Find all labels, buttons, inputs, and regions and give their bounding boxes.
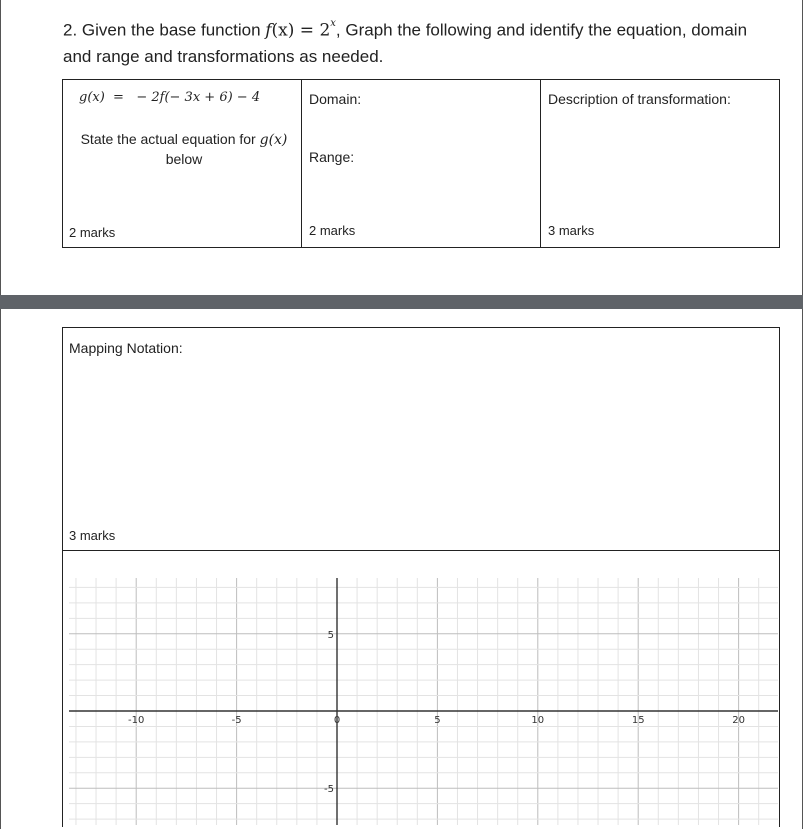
table-divider: [540, 80, 541, 247]
x-tick-label: 5: [434, 715, 441, 726]
page-separator: [0, 295, 803, 309]
state-equation-label: State the actual equation for g(x) below: [80, 131, 288, 167]
x-tick-label: 10: [531, 715, 545, 726]
question-text-rest: , Graph the following and identify the equation, domain: [335, 20, 748, 40]
marks-domain-range: 2 marks: [309, 223, 356, 238]
equation-cell: g(x) = − 2f(− 3x + 6) − 4: [79, 90, 261, 105]
answer-table: [62, 79, 780, 248]
y-tick-label: 5: [327, 629, 334, 641]
function-exponent: x: [330, 18, 336, 29]
x-tick-label: -5: [231, 715, 242, 726]
x-tick-label: 20: [732, 715, 745, 726]
x-tick-label: -10: [128, 715, 145, 726]
question-heading: [63, 14, 783, 70]
marks-equation: 2 marks: [69, 225, 116, 240]
table-divider: [301, 80, 302, 247]
coordinate-grid[interactable]: [69, 578, 778, 825]
domain-label: Domain:: [309, 91, 362, 107]
question-text-line2: and range and transformations as needed.: [63, 46, 384, 66]
range-label: Range:: [309, 149, 355, 165]
mapping-divider: [63, 550, 779, 551]
x-tick-label: 15: [631, 715, 645, 726]
x-tick-label: 0: [333, 715, 341, 726]
marks-description: 3 marks: [548, 223, 595, 238]
function-definition: (x) = 2: [271, 20, 331, 41]
grid-svg: [69, 578, 778, 825]
y-tick-label: -5: [324, 784, 334, 796]
function-name: f: [265, 20, 272, 41]
marks-mapping: 3 marks: [69, 528, 116, 543]
description-label: Description of transformation:: [548, 91, 731, 107]
question-text-start: 2. Given the base function: [63, 20, 266, 40]
mapping-notation-label: Mapping Notation:: [69, 340, 183, 356]
